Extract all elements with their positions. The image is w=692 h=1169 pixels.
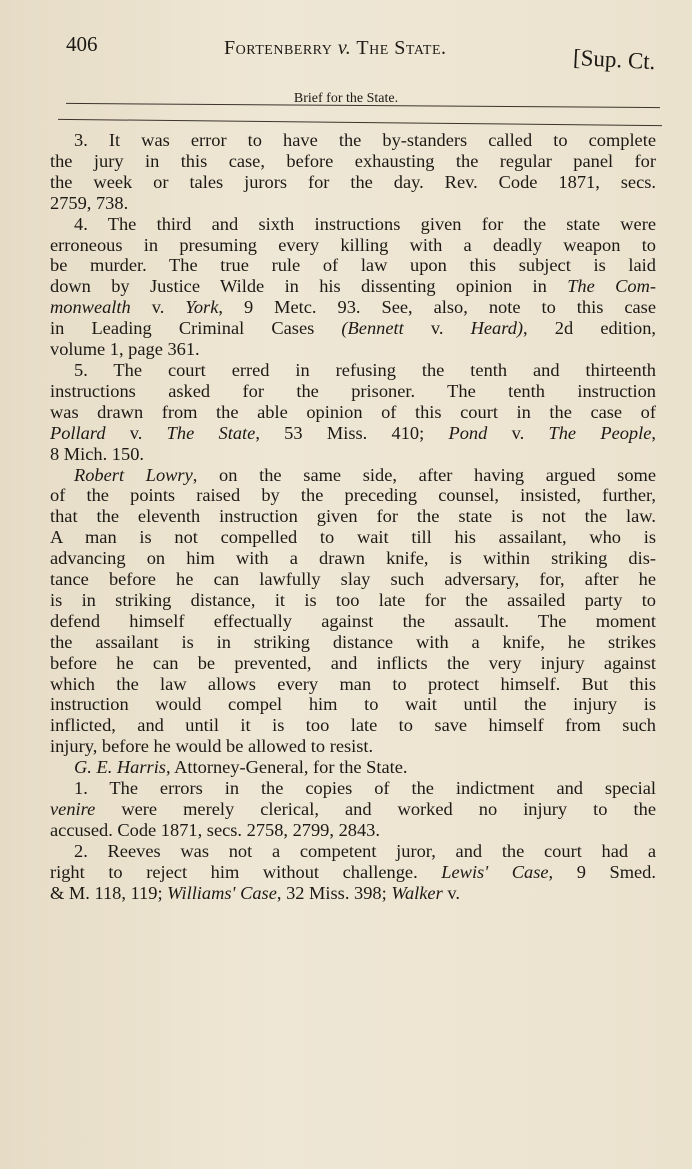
- italic-text: Lewis' Case: [441, 861, 549, 882]
- text-line: [50, 715, 656, 736]
- text-line: [50, 674, 656, 695]
- italic-text: Pollard: [50, 422, 106, 443]
- italic-text: The People: [548, 422, 652, 443]
- text-run: , 9 Smed.: [548, 861, 656, 882]
- title-right: The State.: [356, 37, 447, 59]
- text-line: [50, 172, 656, 193]
- text-line: [50, 214, 656, 235]
- text-run: v.: [105, 422, 167, 443]
- text-run: tance before he can lawfully slay such adversary, for, after he: [50, 569, 656, 590]
- text-line: [50, 778, 656, 799]
- text-run: defend himself effectually against the assault. The moment: [50, 610, 656, 631]
- text-run: instructions asked for the prisoner. The tenth instruction: [50, 380, 656, 401]
- text-line: [50, 360, 656, 381]
- text-run: 1. The errors in the copies of the indictment and special: [74, 778, 656, 799]
- title-left: Fortenberry: [224, 37, 333, 59]
- text-run: of the points raised by the preceding counsel, insisted, further,: [50, 485, 656, 506]
- text-line: [50, 485, 656, 506]
- italic-text: York: [185, 297, 219, 318]
- text-run: v.: [442, 882, 460, 903]
- italic-text: monwealth: [50, 297, 131, 318]
- text-line: [50, 423, 656, 444]
- paragraph: [50, 841, 656, 904]
- text-run: the jury in this case, before exhausting the regular panel for: [50, 150, 656, 171]
- text-run: 2759, 738.: [50, 192, 129, 213]
- body-text: [50, 130, 656, 904]
- text-run: were merely clerical, and worked no injury to the: [95, 799, 656, 819]
- text-line: [50, 632, 656, 653]
- text-run: , 9 Metc. 93. See, also, note to this case: [218, 297, 656, 318]
- text-line: [50, 402, 656, 423]
- text-run: which the law allows every man to protect himself. But this: [50, 673, 656, 694]
- court-reference: [Sup. Ct.: [572, 44, 657, 75]
- text-run: & M. 118, 119;: [50, 882, 168, 903]
- text-line: [50, 527, 656, 548]
- text-run: volume 1, page 361.: [50, 339, 200, 360]
- italic-text: Heard): [470, 318, 524, 339]
- text-run: was drawn from the able opinion of this court in the case of: [50, 401, 656, 422]
- text-run: is in striking distance, it is too late for the assailed party to: [50, 589, 656, 610]
- text-line: [50, 736, 656, 757]
- paragraph: [50, 360, 656, 465]
- italic-text: The State: [166, 422, 256, 443]
- text-run: , 32 Miss. 398;: [276, 882, 392, 903]
- italic-text: Pond: [448, 422, 488, 443]
- text-run: that the eleventh instruction given for the state is not the law.: [50, 506, 656, 527]
- text-run: 4. The third and sixth instructions given for the state were: [74, 213, 656, 234]
- text-run: erroneous in presuming every killing with a deadly weapon to: [50, 234, 656, 255]
- text-run: the week or tales jurors for the day. Rev. Code 1871, secs.: [50, 171, 656, 192]
- paragraph: [50, 214, 656, 360]
- text-run: 5. The court erred in refusing the tenth and thirteenth: [74, 359, 656, 380]
- italic-text: venire: [50, 799, 96, 819]
- text-run: , 2d edition,: [523, 318, 656, 339]
- text-run: before he can be prevented, and inflicts the very injury against: [50, 652, 656, 673]
- text-line: [50, 255, 656, 276]
- text-line: [50, 590, 656, 611]
- paragraph: [50, 757, 656, 778]
- text-run: v.: [130, 297, 186, 318]
- page-number: 406: [66, 32, 98, 56]
- text-run: , Attorney-General, for the State.: [165, 757, 408, 778]
- text-run: 2. Reeves was not a competent juror, and the court had a: [74, 840, 656, 861]
- text-run: accused. Code 1871, secs. 2758, 2799, 2843.: [50, 819, 380, 840]
- paragraph: [50, 130, 656, 214]
- text-line: [50, 235, 656, 256]
- italic-text: Williams' Case: [167, 882, 277, 903]
- text-line: [50, 444, 656, 465]
- text-run: 8 Mich. 150.: [50, 443, 144, 464]
- text-run: in Leading Criminal Cases: [50, 318, 342, 339]
- paragraph: [50, 465, 656, 758]
- text-line: [50, 862, 656, 883]
- italic-text: Walker: [391, 882, 443, 903]
- text-run: the assailant is in striking distance with a knife, he strikes: [50, 631, 656, 652]
- text-line: [50, 694, 656, 715]
- text-run: v.: [487, 422, 549, 443]
- text-run: , 53 Miss. 410;: [255, 422, 449, 443]
- text-line: [50, 297, 656, 318]
- italic-text: (Bennett: [341, 318, 404, 339]
- italic-text: Robert Lowry: [74, 464, 193, 485]
- text-line: [50, 339, 656, 360]
- text-run: inflicted, and until it is too late to save himself from such: [50, 715, 656, 736]
- text-run: down by Justice Wilde in his dissenting opinion in: [50, 276, 568, 297]
- text-line: [50, 653, 656, 674]
- text-line: [50, 465, 656, 486]
- text-run: v.: [403, 318, 471, 339]
- paragraph: [50, 778, 656, 841]
- text-line: [50, 381, 656, 402]
- text-run: , on the same side, after having argued some: [192, 464, 656, 485]
- text-run: 3. It was error to have the by-standers called to complete: [74, 130, 656, 150]
- running-head: [0, 30, 692, 80]
- text-line: [50, 841, 656, 862]
- italic-text: The Com-: [567, 276, 656, 297]
- text-line: [50, 548, 656, 569]
- text-line: [50, 611, 656, 632]
- page-title: [224, 37, 447, 60]
- italic-text: G. E. Harris: [74, 757, 166, 778]
- text-line: [50, 193, 656, 214]
- text-line: [50, 757, 656, 778]
- text-line: [50, 820, 656, 841]
- section-subhead: Brief for the State.: [293, 91, 399, 106]
- text-run: advancing on him with a drawn knife, is within striking dis-: [50, 548, 656, 569]
- text-run: instruction would compel him to wait until the injury is: [50, 694, 656, 715]
- text-line: [50, 276, 656, 297]
- text-run: be murder. The true rule of law upon this subject is laid: [50, 255, 656, 276]
- text-line: [50, 883, 656, 904]
- text-line: [50, 799, 656, 820]
- text-line: [50, 130, 656, 151]
- title-versus: v.: [337, 37, 352, 59]
- text-run: ,: [651, 422, 656, 443]
- text-line: [50, 318, 656, 339]
- text-run: injury, before he would be allowed to resist.: [50, 736, 374, 757]
- text-line: [50, 569, 656, 590]
- text-line: [50, 151, 656, 172]
- text-line: [50, 506, 656, 527]
- text-run: A man is not compelled to wait till his assailant, who is: [50, 527, 656, 548]
- subhead-rule: [58, 119, 662, 126]
- text-run: right to reject him without challenge.: [50, 861, 442, 882]
